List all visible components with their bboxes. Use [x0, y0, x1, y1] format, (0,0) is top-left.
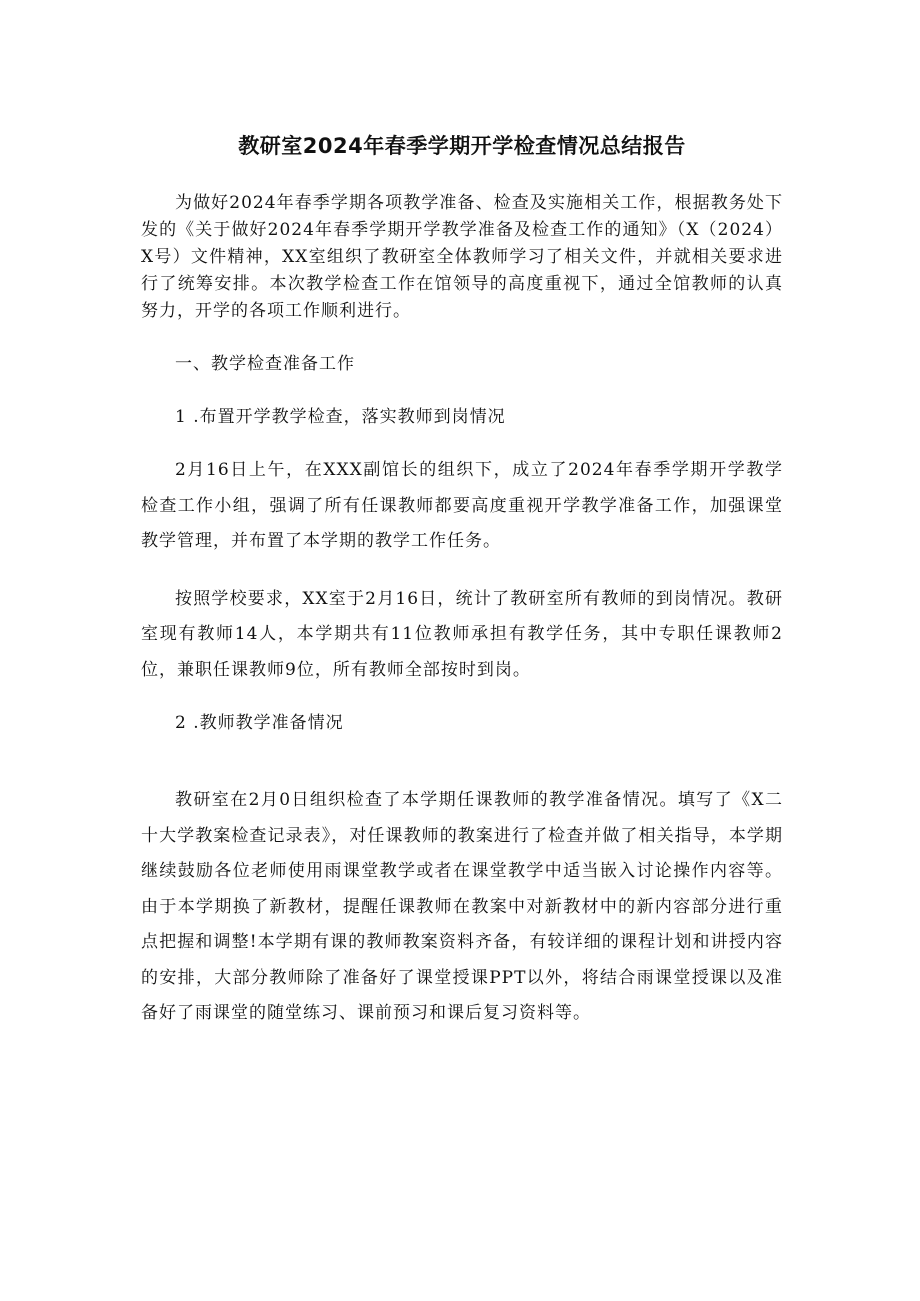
subsection-2-paragraph-1: 教研室在2月0日组织检查了本学期任课教师的教学准备情况。填写了《X二十大学教案检查记录表》，对任课教师的教案进行了检查并做了相关指导，本学期继续鼓励各位老师使用雨课堂教学或者在课堂教学中适当嵌入讨论操作内容等。由于本学期换了新教材，提醒任课教师在教案中对新教材中的新内容部分进行重点把握和调整!本学期有课的教师教案资料齐备，有较详细的课程计划和讲授内容的安排，大部分教师除了准备好了课堂授课PPT以外，将结合雨课堂授课以及准备好了雨课堂的随堂练习、课前预习和课后复习资料等。	[141, 790, 783, 1023]
intro-paragraph: 为做好2024年春季学期各项教学准备、检查及实施相关工作，根据教务处下发的《关于做好2024年春季学期开学教学准备及检查工作的通知》（X（2024）X号）文件精神，XX室组织了教研室全体教师学习了相关文件，并就相关要求进行了统筹安排。本次教学检查工作在馆领导的高度重视下，通过全馆教师的认真努力，开学的各项工作顺利进行。	[141, 193, 783, 321]
document-page	[141, 130, 783, 1032]
section-heading-1: 一、教学检查准备工作	[175, 354, 355, 374]
subsection-1-paragraph-1: 2月16日上午，在XXX副馆长的组织下，成立了2024年春季学期开学教学检查工作小组，强调了所有任课教师都要高度重视开学教学准备工作，加强课堂教学管理，并布置了本学期的教学工作任务。	[141, 460, 783, 551]
subsection-heading-1: 1 .布置开学教学检查，落实教师到岗情况	[175, 407, 506, 427]
subsection-1-paragraph-2: 按照学校要求，XX室于2月16日，统计了教研室所有教师的到岗情况。教研室现有教师14人，本学期共有11位教师承担有教学任务，其中专职任课教师2位，兼职任课教师9位，所有教师全部按时到岗。	[141, 588, 783, 680]
document-title: 教研室2024年春季学期开学检查情况总结报告	[238, 134, 686, 158]
subsection-heading-2: 2 .教师教学准备情况	[175, 713, 344, 733]
